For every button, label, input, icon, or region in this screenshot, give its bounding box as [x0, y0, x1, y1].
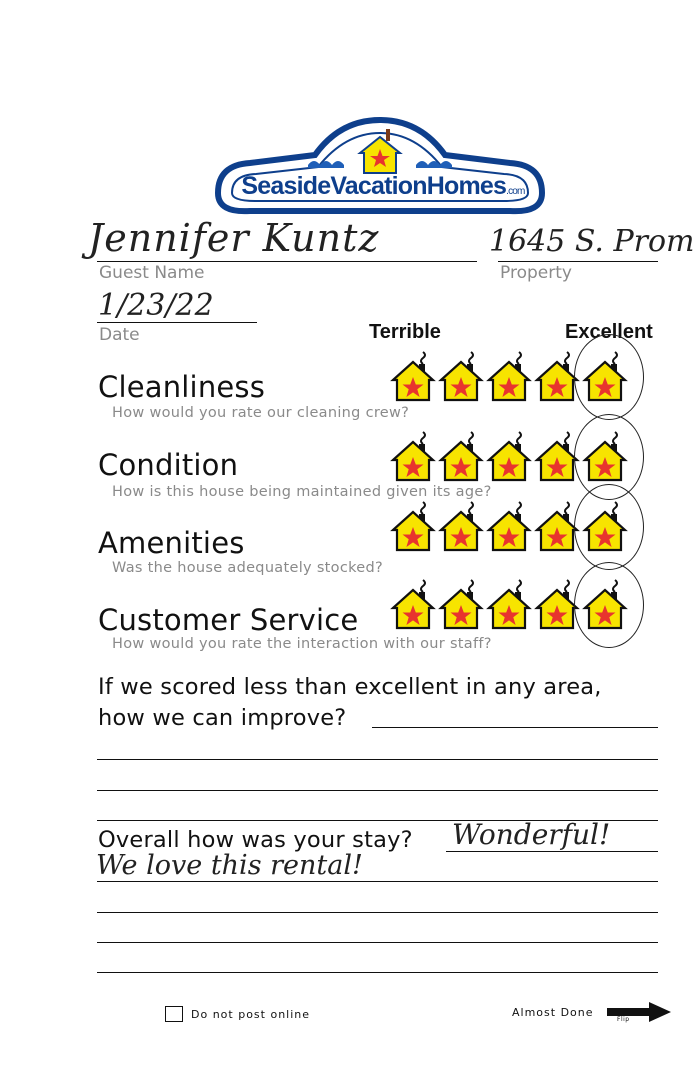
- selected-rating-circle: [574, 484, 644, 570]
- improve-answer-line[interactable]: [372, 727, 658, 728]
- category-subtitle-cleanliness: How would you rate our cleaning crew?: [112, 405, 410, 421]
- category-subtitle-amenities: Was the house adequately stocked?: [112, 560, 383, 576]
- improve-answer-line[interactable]: [97, 759, 658, 760]
- flip-label: Flip: [617, 1016, 630, 1023]
- brand-wordmark: [228, 172, 538, 201]
- house-star-icon[interactable]: [438, 578, 484, 630]
- improve-answer-line[interactable]: [97, 790, 658, 791]
- brand-name: SeasideVacationHomes: [241, 172, 507, 200]
- improve-question-line2: how we can improve?: [98, 705, 347, 731]
- category-title-amenities: Amenities: [98, 526, 245, 560]
- overall-answer-line[interactable]: [446, 851, 658, 852]
- date-label: Date: [99, 325, 140, 345]
- overall-question: Overall how was your stay?: [98, 827, 413, 853]
- property-label: Property: [500, 263, 572, 283]
- house-star-icon[interactable]: [486, 500, 532, 552]
- do-not-post-label: Do not post online: [191, 1008, 311, 1021]
- brand-logo: [210, 115, 550, 215]
- category-subtitle-customer-service: How would you rate the interaction with our staff?: [112, 636, 492, 652]
- guest-name-value: Jennifer Kuntz: [88, 216, 380, 260]
- property-value: 1645 S. Prom: [489, 224, 695, 259]
- guest-name-label: Guest Name: [99, 263, 205, 283]
- overall-answer-line[interactable]: [97, 912, 658, 913]
- overall-answer-line1: Wonderful!: [452, 818, 611, 851]
- brand-suffix: .com: [506, 186, 525, 197]
- property-line: [498, 261, 658, 262]
- do-not-post-checkbox[interactable]: [165, 1006, 183, 1022]
- selected-rating-circle: [574, 334, 644, 420]
- date-value: 1/23/22: [98, 288, 214, 323]
- house-star-icon[interactable]: [486, 578, 532, 630]
- guest-name-line: [97, 261, 477, 262]
- overall-answer-line2: We love this rental!: [96, 850, 363, 881]
- selected-rating-circle: [574, 562, 644, 648]
- house-star-icon[interactable]: [438, 500, 484, 552]
- scale-low-label: Terrible: [369, 321, 441, 343]
- overall-answer-line[interactable]: [97, 881, 658, 882]
- overall-answer-line[interactable]: [97, 972, 658, 973]
- improve-question-line1: If we scored less than excellent in any area,: [98, 674, 602, 700]
- date-line: [97, 322, 257, 323]
- house-star-icon[interactable]: [486, 430, 532, 482]
- scale-high-label: Excellent: [565, 321, 653, 343]
- house-star-icon[interactable]: [486, 350, 532, 402]
- house-star-icon[interactable]: [438, 350, 484, 402]
- house-star-icon[interactable]: [390, 350, 436, 402]
- house-star-icon[interactable]: [438, 430, 484, 482]
- overall-answer-line[interactable]: [97, 942, 658, 943]
- category-subtitle-condition: How is this house being maintained given its age?: [112, 484, 492, 500]
- house-star-icon[interactable]: [390, 578, 436, 630]
- house-star-icon[interactable]: [390, 500, 436, 552]
- category-title-customer-service: Customer Service: [98, 603, 359, 637]
- almost-done-label: Almost Done: [512, 1006, 594, 1019]
- house-star-icon[interactable]: [390, 430, 436, 482]
- category-title-condition: Condition: [98, 448, 239, 482]
- category-title-cleanliness: Cleanliness: [98, 370, 266, 404]
